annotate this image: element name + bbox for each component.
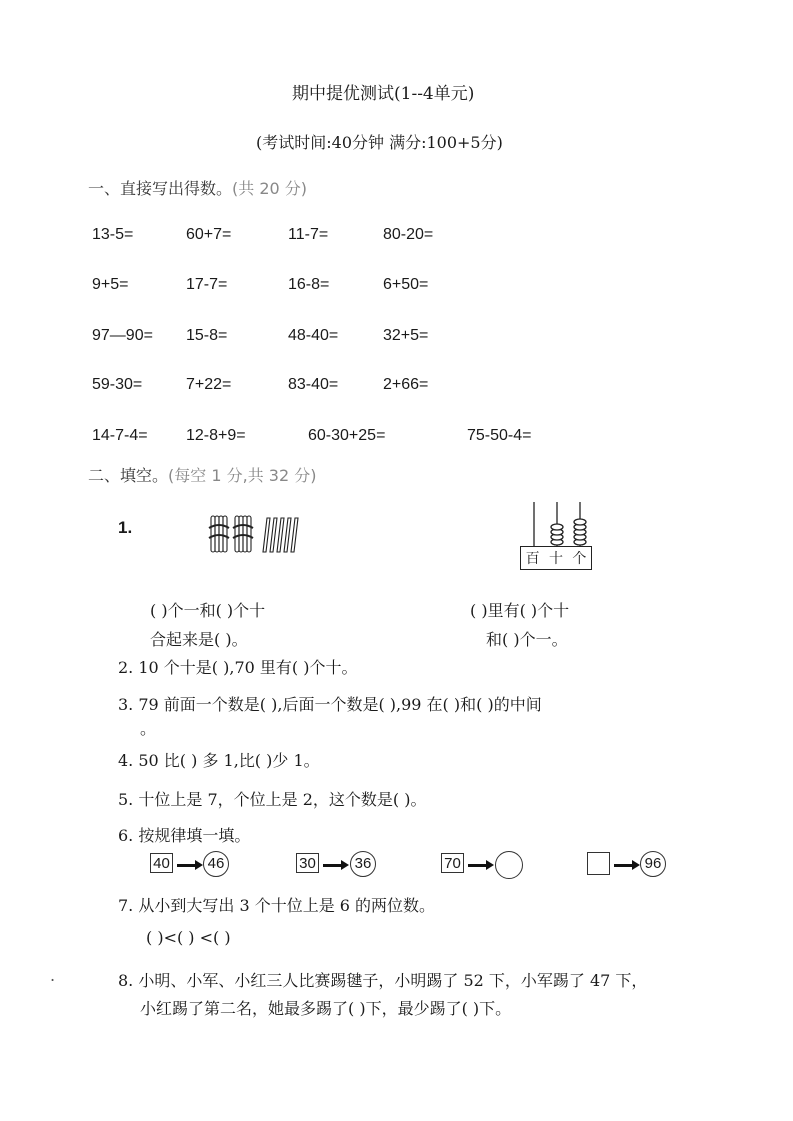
arrow-icon [177,864,197,867]
section-1-title: 一、直接写出得数。 [88,179,233,198]
question-6: 6. 按规律填一填。 [118,826,251,845]
question-7-blanks: ( )<( ) <( ) [146,928,231,947]
section-2-points: (每空 1 分,共 32 分) [168,466,317,485]
abacus-label-hundreds: 百 [525,551,540,567]
sticks-bundle-image [205,512,305,558]
pattern-box: 40 [150,853,173,873]
calc-item: 12-8+9= [186,427,246,444]
question-1-left-line-2: 合起来是( )。 [150,630,248,649]
calc-item: 14-7-4= [92,427,148,444]
question-1-number: 1. [118,518,133,537]
arrow-icon [614,864,634,867]
calc-item: 2+66= [383,376,429,393]
stray-dot: . [50,966,56,985]
question-1-left-line-1: ( )个一和( )个十 [150,601,266,620]
pattern-box: 70 [441,853,464,873]
calc-item: 32+5= [383,327,429,344]
abacus-rods [520,500,592,546]
pattern-box-blank [587,852,610,875]
question-3-line-2: 。 [140,719,157,738]
calc-item: 13-5= [92,226,134,243]
calc-item: 59-30= [92,376,143,393]
exam-info: (考试时间:40分钟 满分:100+5分) [256,133,503,152]
arrow-icon [468,864,488,867]
page-title: 期中提优测试(1--4单元) [292,84,475,104]
calc-item: 83-40= [288,376,339,393]
calc-item: 48-40= [288,327,339,344]
question-1-right-line-1: ( )里有( )个十 [470,601,570,620]
pattern-circle: 46 [203,851,229,877]
question-5: 5. 十位上是 7，个位上是 2，这个数是( )。 [118,790,427,809]
pattern-circle-blank [495,851,523,879]
question-2: 2. 10 个十是( ),70 里有( )个十。 [118,658,358,677]
section-2-title: 二、填空。 [88,466,169,485]
calc-item: 11-7= [288,226,329,243]
stick-bundle [233,516,253,552]
calc-item: 7+22= [186,376,232,393]
calc-item: 17-7= [186,276,228,293]
pattern-circle: 96 [640,851,666,877]
question-7: 7. 从小到大写出 3 个十位上是 6 的两位数。 [118,896,436,915]
abacus-label-ones: 个 [572,551,587,567]
section-1-heading [88,176,307,199]
question-1-right-line-2: 和( )个一。 [486,630,568,649]
section-1-points: (共 20 分) [232,179,308,198]
calc-item: 75-50-4= [467,427,532,444]
calc-item: 60-30+25= [308,427,386,444]
pattern-box: 30 [296,853,319,873]
arrow-icon [323,864,343,867]
question-3-line-1: 3. 79 前面一个数是( ),后面一个数是( ),99 在( )和( )的中间 [118,695,542,714]
abacus [520,500,592,572]
calc-item: 80-20= [383,226,434,243]
calc-item: 9+5= [92,276,129,293]
question-8-line-2: 小红踢了第二名，她最多踢了( )下，最少踢了( )下。 [140,999,512,1018]
calc-item: 60+7= [186,226,232,243]
calc-item: 15-8= [186,327,228,344]
question-8-line-1: 8. 小明、小军、小红三人比赛踢毽子，小明踢了 52 下，小军踢了 47 下， [118,971,648,990]
pattern-circle: 36 [350,851,376,877]
calc-item: 97—90= [92,327,153,344]
section-2-heading [88,463,316,486]
loose-sticks [263,518,298,552]
question-4: 4. 50 比( ) 多 1,比( )少 1。 [118,751,320,770]
calc-item: 6+50= [383,276,429,293]
abacus-label-tens: 十 [548,551,563,567]
abacus-base [520,546,592,570]
calc-item: 16-8= [288,276,330,293]
stick-bundle [209,516,229,552]
